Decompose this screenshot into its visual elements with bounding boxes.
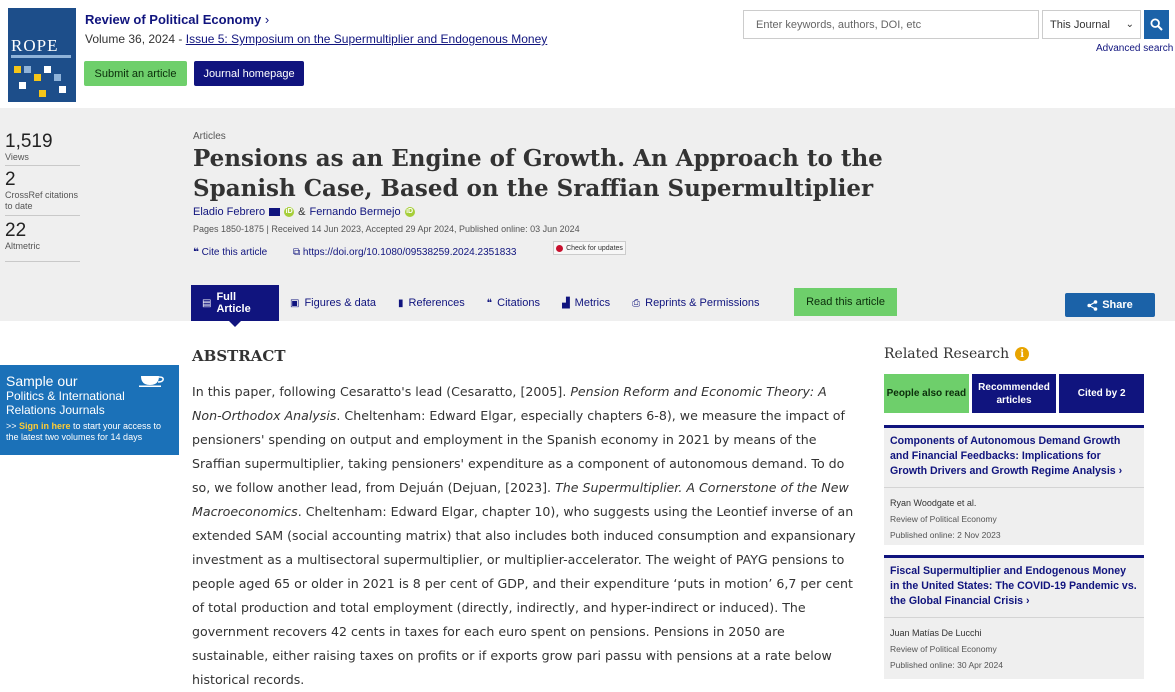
tab-label: Reprints & Permissions xyxy=(645,297,760,309)
tab-label: Citations xyxy=(497,297,540,309)
sign-in-link[interactable]: Sign in here xyxy=(19,421,71,431)
share-button[interactable] xyxy=(1065,293,1155,317)
related-article-title-link[interactable] xyxy=(890,564,1138,609)
crossmark-icon xyxy=(556,245,563,252)
info-icon[interactable]: i xyxy=(1015,347,1029,361)
site-header xyxy=(0,0,1175,108)
cover-square xyxy=(54,74,61,81)
divider xyxy=(884,487,1144,488)
abstract-book-title: The Supermultiplier. A Cornerstone of the New Macroeconomics xyxy=(192,480,849,519)
journal-title-link[interactable] xyxy=(85,12,269,27)
abstract-heading: ABSTRACT xyxy=(192,347,286,365)
divider xyxy=(884,617,1144,618)
banner-line2: Politics & International Relations Journals xyxy=(6,389,125,417)
author-separator: & xyxy=(298,206,306,218)
book-icon: ▮ xyxy=(398,297,404,309)
external-link-icon: ⧉ xyxy=(293,247,301,258)
quote-icon: ❝ xyxy=(193,247,199,258)
doi-link[interactable] xyxy=(293,247,516,258)
related-article-card xyxy=(884,555,1144,679)
cover-square xyxy=(24,66,31,73)
metric-crossref[interactable] xyxy=(5,170,80,216)
related-article-author: Juan Matías De Lucchi xyxy=(890,628,982,638)
cover-square xyxy=(59,86,66,93)
metric-altmetric[interactable] xyxy=(5,221,80,262)
share-label: Share xyxy=(1102,299,1133,311)
check-updates-label: Check for updates xyxy=(566,244,623,252)
tab-reprints[interactable] xyxy=(621,285,770,321)
banner-line3 xyxy=(6,421,173,443)
cover-title: ROPE xyxy=(11,36,59,55)
related-article-journal: Review of Political Economy xyxy=(890,644,997,654)
related-article-title-link[interactable] xyxy=(890,434,1138,479)
tab-people-also-read[interactable]: People also read xyxy=(884,374,969,413)
author-link[interactable]: Eladio Febrero xyxy=(193,206,266,218)
metric-label: Altmetric xyxy=(5,241,41,251)
chevron-right-icon: › xyxy=(1026,595,1030,607)
tab-metrics[interactable] xyxy=(551,285,621,321)
read-article-button[interactable]: Read this article xyxy=(794,288,897,316)
related-tabs xyxy=(884,374,1144,413)
volume-text: Volume 36, 2024 - xyxy=(85,32,186,46)
quote-icon: ❝ xyxy=(486,297,493,309)
article-title: Pensions as an Engine of Growth. An Approach to the Spanish Case, Based on the Sraffian Supermultiplier xyxy=(193,145,883,202)
chevron-down-icon: ⌄ xyxy=(1125,19,1134,30)
doi-text: https://doi.org/10.1080/09538259.2024.2351833 xyxy=(302,247,517,258)
cover-square xyxy=(14,66,21,73)
cover-subtitle-bar xyxy=(11,55,71,58)
orcid-icon[interactable]: iD xyxy=(285,208,293,215)
tab-citations[interactable] xyxy=(476,285,551,321)
volume-line xyxy=(85,32,547,46)
bar-chart-icon: ▟ xyxy=(561,297,570,309)
related-article-author: Ryan Woodgate et al. xyxy=(890,498,977,508)
metric-views xyxy=(5,132,80,166)
abstract-book-title: Pension Reform and Economic Theory: A Non-Orthodox Analysis xyxy=(192,384,827,423)
abstract-text xyxy=(192,380,860,692)
related-article-journal: Review of Political Economy xyxy=(890,514,997,524)
tab-cited-by[interactable]: Cited by 2 xyxy=(1059,374,1144,413)
chevron-right-icon: › xyxy=(1118,465,1123,477)
cover-square xyxy=(44,66,51,73)
author-link[interactable]: Fernando Bermejo xyxy=(309,206,401,218)
related-research-heading xyxy=(884,346,1029,362)
metric-label: Views xyxy=(5,152,29,162)
envelope-icon[interactable] xyxy=(269,208,280,216)
issue-link[interactable]: Issue 5: Symposium on the Supermultiplier and Endogenous Money xyxy=(185,32,548,46)
submit-article-button[interactable]: Submit an article xyxy=(84,61,187,86)
search-button[interactable] xyxy=(1144,10,1169,39)
cover-square xyxy=(34,74,41,81)
share-icon xyxy=(1087,300,1098,311)
chevron-right-icon: › xyxy=(264,12,270,27)
orcid-icon[interactable]: iD xyxy=(406,208,414,215)
related-article-date: Published online: 30 Apr 2024 xyxy=(890,660,1003,670)
search-icon xyxy=(1150,18,1163,31)
tab-label: Full Article xyxy=(216,291,251,315)
cite-article-link[interactable] xyxy=(193,247,267,258)
tab-label: Figures & data xyxy=(304,297,376,309)
document-icon: ▤ xyxy=(202,297,212,309)
abstract-part: . Cheltenham: Edward Elgar, chapter 10), who suggests using the Leontief inverse of an extended SAM (social accounting matrix) that also includes both induced consumption and expansionary investment as a multisectoral supermultiplier, or multiplier-accelerator. The weight of PAYG pensions to people aged 65 or older in 2021 is 8 per cent of GDP, and their expenditure ‘puts in motion’ 6,7 per cent of total production and total employment (directly, indirectly, and hyper-indirect or induced). The government recovers 42 cents in taxes for each euro spent on pensions. Pensions in 2050 are sustainable, either raising taxes on profits or if exports grow pari passu with pensions at a rate below historical records. xyxy=(192,504,856,687)
abstract-part: In this paper, following Cesaratto's lead (Cesaratto, [2005]. xyxy=(192,384,571,399)
abstract-part: . Cheltenham: Edward Elgar, especially chapters 6-8), we measure the impact of pensioners' spending on output and employment in the Spanish economy in 2021 by means of the Sraffian supermultiplier, taking pensioners' expenditure as a component of autonomous demand. To do so, we follow another lead, from Dejuán (Dejuan, [2023]. xyxy=(192,408,845,495)
tab-label: Metrics xyxy=(574,297,611,309)
banner-line1: Sample our xyxy=(6,373,78,389)
author-list xyxy=(193,206,415,218)
related-article-title: Components of Autonomous Demand Growth and Financial Feedbacks: Implications for Growth Drivers and Growth Regime Analysis xyxy=(890,435,1121,477)
printer-icon: ⎙ xyxy=(632,297,641,309)
metric-value: 2 xyxy=(5,169,16,190)
tab-label: References xyxy=(408,297,465,309)
related-heading-text: Related Research xyxy=(884,346,1010,362)
tab-references[interactable] xyxy=(387,285,476,321)
article-type: Articles xyxy=(193,131,226,142)
cite-label: Cite this article xyxy=(201,247,268,258)
search-scope-value: This Journal xyxy=(1050,18,1110,31)
related-article-card xyxy=(884,425,1144,545)
image-icon: ▣ xyxy=(290,297,300,309)
banner-rest: to start your access to the latest two volumes for 14 days xyxy=(6,421,162,442)
check-updates-button[interactable] xyxy=(553,241,626,255)
article-tabs xyxy=(191,285,770,321)
tab-figures[interactable] xyxy=(279,285,387,321)
publication-history: Pages 1850-1875 | Received 14 Jun 2023, Accepted 29 Apr 2024, Published online: 03 Jun 2024 xyxy=(193,224,580,234)
related-article-title: Fiscal Supermultiplier and Endogenous Money in the United States: The COVID-19 Pandemic vs. the Global Financial Crisis xyxy=(890,565,1137,607)
search-input[interactable]: Enter keywords, authors, DOI, etc xyxy=(743,10,1039,39)
journal-homepage-button[interactable]: Journal homepage xyxy=(194,61,304,86)
tab-full-article[interactable] xyxy=(191,285,279,321)
teacup-icon xyxy=(139,373,165,387)
metric-label: CrossRef citations to date xyxy=(5,190,79,211)
banner-prefix: >> xyxy=(6,421,20,431)
tab-recommended-articles[interactable]: Recommended articles xyxy=(972,374,1057,413)
related-article-date: Published online: 2 Nov 2023 xyxy=(890,530,1001,540)
metric-value: 1,519 xyxy=(5,131,53,152)
journal-title-text: Review of Political Economy xyxy=(85,12,262,27)
metric-value: 22 xyxy=(5,220,27,241)
cover-square xyxy=(39,90,46,97)
advanced-search-link[interactable]: Advanced search xyxy=(1096,43,1174,54)
journal-cover-image[interactable] xyxy=(8,8,76,102)
cover-square xyxy=(19,82,26,89)
sample-journals-banner[interactable] xyxy=(0,365,179,455)
search-scope-select[interactable] xyxy=(1042,10,1141,39)
